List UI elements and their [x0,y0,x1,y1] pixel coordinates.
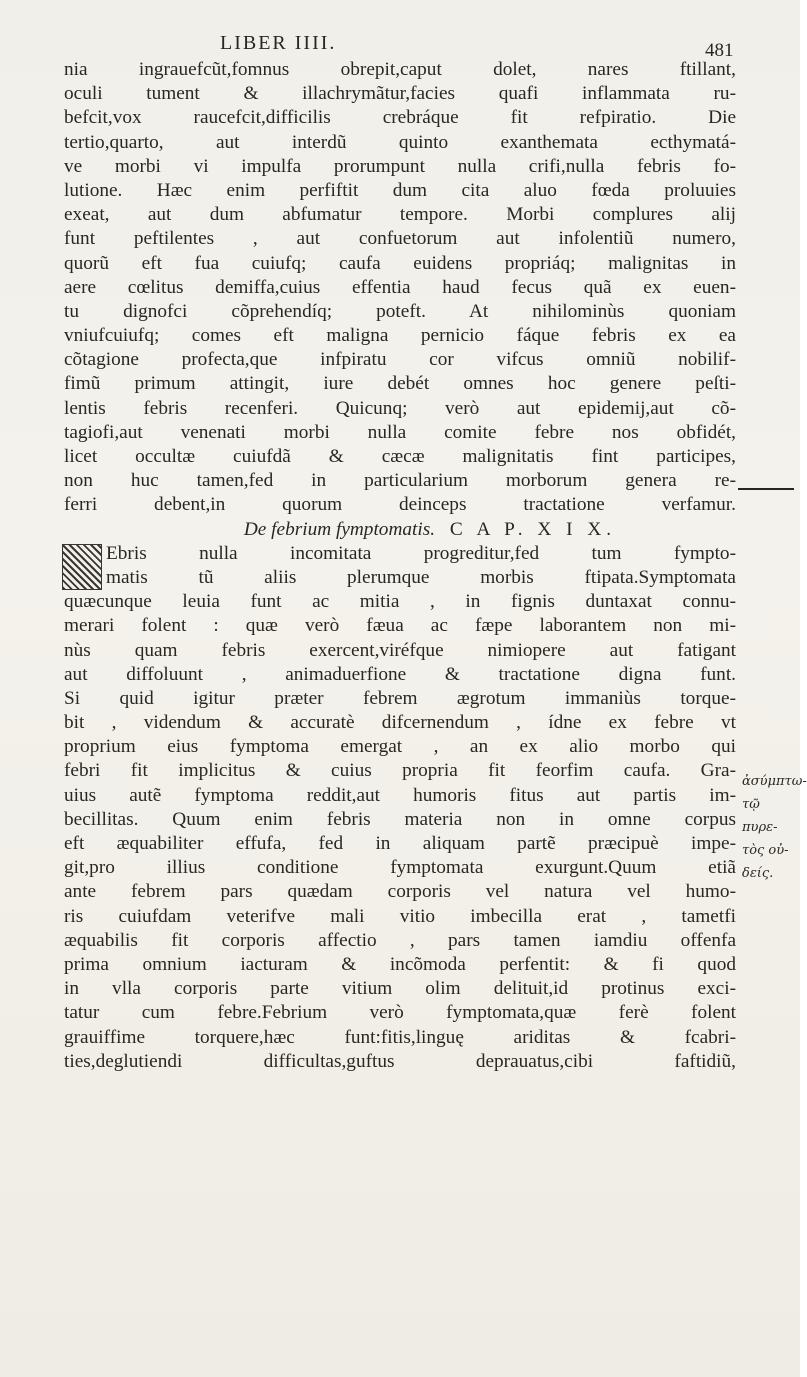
marginal-note-line: τῷ πυρε- [742,797,778,835]
chapter-title: De febrium fymptomatis. [243,518,436,540]
text-line: eft æquabiliter effufa, fed in aliquam partẽ præcipuè impe- [64,833,736,854]
text-line: exeat, aut dum abfumatur tempore. Morbi complures alij [64,204,736,226]
margin-rule [738,488,794,490]
text-line: uius autẽ fymptoma reddit,aut humoris fitus aut partis im- [64,784,736,806]
chapter-number: C A P. X I X. [449,518,617,540]
text-line: lutione. Hæc enim perfiftit dum cita aluo fœda proluuies [64,179,736,201]
text-line: befcit,vox raucefcit,difficilis crebráque fit refpiratio. Die [64,107,736,129]
marginal-note-line: δείς. [742,866,774,881]
text-line: in vlla corporis parte vitium olim delituit,id protinus exci- [64,978,736,1000]
chapter-heading [64,518,736,542]
text-line: bit , videndum & accuratè difcernendum , ídne ex febre vt [64,712,736,734]
initial-line-text: Ebris nulla incomitata progreditur,fed tum fympto- [106,542,736,564]
text-line: tagiofi,aut venenati morbi nulla comite febre nos obfidét, [64,421,736,443]
marginal-note-line: ἀσύμπτω- [742,774,807,789]
decorated-initial-f-icon [62,544,102,590]
text-line: tu dignofci cõprehendíq; poteft. At nihilominùs quoniam [64,300,736,322]
text-line: matis tũ aliis plerumque morbis ftipata.Symptomata [106,566,736,588]
text-line: ve morbi vi impulfa prorumpunt nulla crifi,nulla febris fo- [64,155,736,177]
text-line: git,pro illius conditione fymptomata exurgunt.Quum etiã [64,857,736,879]
text-line: æquabilis fit corporis affectio , pars tamen iamdiu offenfa [64,929,736,951]
text-line: Si quid igitur præter febrem ægrotum immaniùs torque- [64,687,736,709]
text-line: quorũ eft fua cuiufq; caufa euidens propriáq; malignitas in [64,252,736,274]
text-line: ferri debent,in quorum deinceps tractatione verfamur. [64,494,736,516]
text-line: licet occultæ cuiufdã & cæcæ malignitatis fint participes, [64,446,736,467]
text-line: funt peftilentes , aut confuetorum aut infolentiũ numero, [64,228,736,250]
text-line: vniufcuiufq; comes eft maligna pernicio fáque febris ex ea [64,325,736,347]
text-line: grauiffime torquere,hæc funt:fitis,linguę ariditas & fcabri- [64,1026,736,1048]
text-line: febri fit implicitus & cuius propria fit feorfim caufa. Gra- [64,760,736,782]
page-number: 481 [705,40,734,61]
text-line: quæcunque leuia funt ac mitia , in fignis duntaxat connu- [64,591,736,613]
text-line: prima omnium iacturam & incõmoda perfentit: & fi quod [64,953,736,975]
marginal-note [742,770,807,885]
text-line: ris cuiufdam veterifve mali vitio imbecilla erat , tametfi [64,905,736,927]
text-line: fimũ primum attingit, iure debét omnes hoc genere peſti- [64,373,736,395]
text-line: becillitas. Quum enim febris materia non in omne corpus [64,808,736,830]
text-line: cõtagione profecta,que infpiratu cor vifcus omniũ nobilif- [64,349,736,371]
text-line: tatur cum febre.Febrium verò fymptomata,quæ ferè folent [64,1002,736,1024]
text-line: merari folent : quæ verò fæua ac fæpe laborantem non mi- [64,615,736,637]
text-line: non huc tamen,fed in particularium morborum genera re- [64,470,736,492]
text-line: nia ingrauefcũt,fomnus obrepit,caput dolet, nares ftillant, [64,59,736,80]
text-line: ties,deglutiendi difficultas,guftus deprauatus,cibi faftidiũ, [64,1050,736,1072]
text-line: ante febrem pars quædam corporis vel natura vel humo- [64,881,736,903]
text-line: proprium eius fymptoma emergat , an ex alio morbo qui [64,736,736,758]
text-line: oculi tument & illachrymãtur,facies quafi inflammata ru- [64,83,736,105]
marginal-note-line: τὸς οὐ- [742,843,789,858]
text-line: tertio,quarto, aut interdũ quinto exanthemata ecthymatá- [64,131,736,153]
text-line: aere cœlitus demiffa,cuius effentia haud fecus quã ex euen- [64,276,736,298]
text-line: lentis febris recenferi. Quicunq; verò aut epidemij,aut cõ- [64,397,736,419]
text-line: aut diffoluunt , animaduerfione & tractatione digna funt. [64,663,736,685]
text-line: nùs quam febris exercent,viréfque nimiopere aut fatigant [64,639,736,661]
text-line-initial [64,542,736,566]
running-head: LIBER IIII. [220,32,337,54]
main-text [64,58,736,1074]
